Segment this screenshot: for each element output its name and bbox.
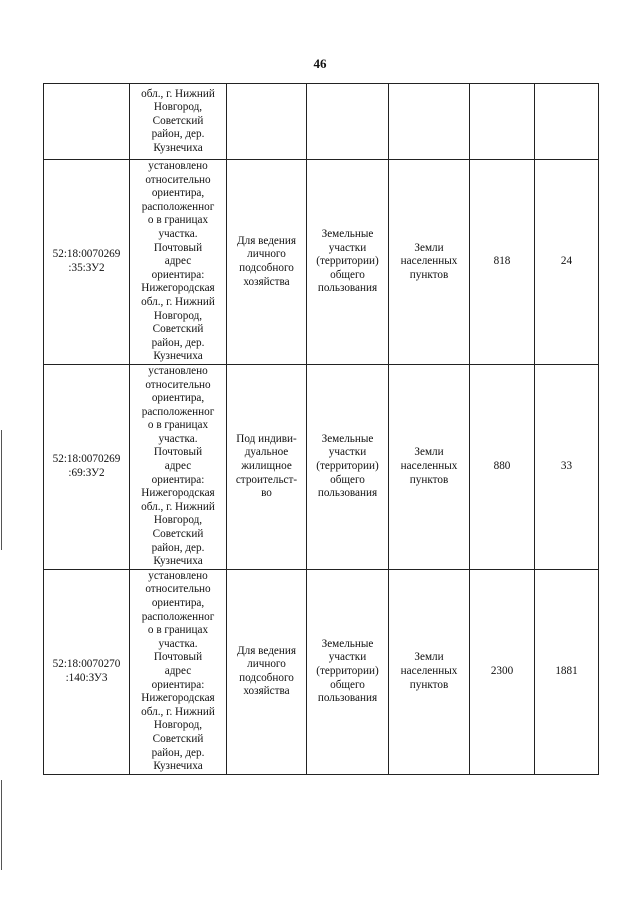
table-row [44, 160, 599, 365]
area-part-cell: 33 [535, 364, 599, 569]
location-cell: обл., г. Нижний Новгород, Советский район, дер. Кузнечиха [130, 84, 227, 160]
location-cell: установлено относительно ориентира, расположенног о в границах участка. Почтовый адрес ориентира: Нижегородская обл., г. Нижний Новгород, Советский район, дер. Кузнечиха [130, 569, 227, 774]
type-cell: Земельные участки (территории) общего пользования [307, 569, 389, 774]
category-cell: Земли населенных пунктов [389, 569, 470, 774]
area-total-cell [470, 84, 535, 160]
use-cell: Под индиви- дуальное жилищное строительст- во [227, 364, 307, 569]
category-cell: Земли населенных пунктов [389, 364, 470, 569]
table-row-continuation [44, 84, 599, 160]
cadastral-cell [44, 84, 130, 160]
table-row [44, 569, 599, 774]
location-cell: установлено относительно ориентира, расположенног о в границах участка. Почтовый адрес ориентира: Нижегородская обл., г. Нижний Новгород, Советский район, дер. Кузнечиха [130, 160, 227, 365]
area-part-cell: 24 [535, 160, 599, 365]
area-total-cell: 880 [470, 364, 535, 569]
type-cell: Земельные участки (территории) общего пользования [307, 160, 389, 365]
page-number: 46 [313, 56, 327, 71]
use-cell: Для ведения личного подсобного хозяйства [227, 160, 307, 365]
cadastral-cell: 52:18:0070270 :140:ЗУ3 [44, 569, 130, 774]
margin-rule [1, 430, 2, 550]
type-cell: Земельные участки (территории) общего пользования [307, 364, 389, 569]
category-cell [389, 84, 470, 160]
location-cell: установлено относительно ориентира, расположенног о в границах участка. Почтовый адрес ориентира: Нижегородская обл., г. Нижний Новгород, Советский район, дер. Кузнечиха [130, 364, 227, 569]
use-cell: Для ведения личного подсобного хозяйства [227, 569, 307, 774]
margin-rule [1, 780, 2, 870]
area-part-cell: 1881 [535, 569, 599, 774]
type-cell [307, 84, 389, 160]
area-total-cell: 2300 [470, 569, 535, 774]
cadastral-cell: 52:18:0070269 :69:ЗУ2 [44, 364, 130, 569]
land-plots-table [43, 83, 599, 775]
area-total-cell: 818 [470, 160, 535, 365]
area-part-cell [535, 84, 599, 160]
use-cell [227, 84, 307, 160]
cadastral-cell: 52:18:0070269 :35:ЗУ2 [44, 160, 130, 365]
table-row [44, 364, 599, 569]
category-cell: Земли населенных пунктов [389, 160, 470, 365]
